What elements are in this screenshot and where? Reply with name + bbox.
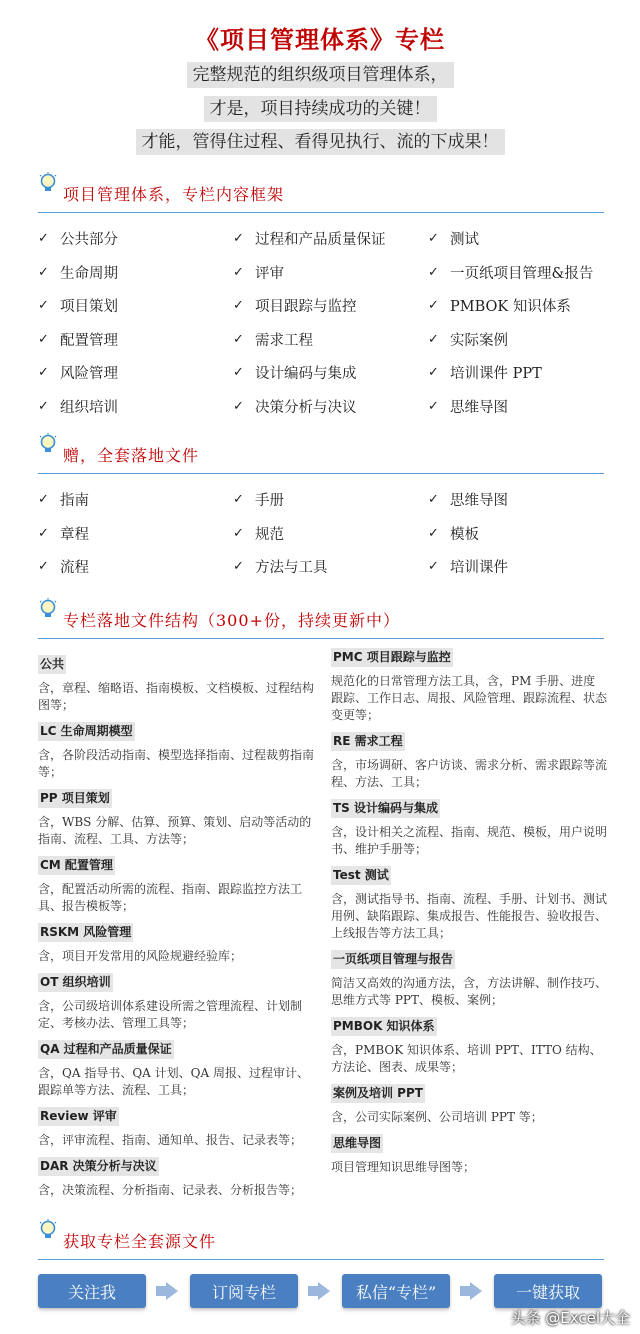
framework-item-label: 过程和产品质量保证 bbox=[255, 232, 386, 249]
check-icon: ✓ bbox=[38, 398, 49, 414]
structure-block-title: PMC 项目跟踪与监控 bbox=[331, 648, 453, 667]
structure-block-text: 规范化的日常管理方法工具，含，PM 手册、进度跟踪、工作日志、周报、风险管理、跟踪流程、状态变更等； bbox=[331, 674, 608, 722]
framework-item-label: 决策分析与决议 bbox=[255, 399, 357, 416]
check-icon: ✓ bbox=[38, 331, 49, 347]
gift-item bbox=[233, 517, 428, 551]
framework-item bbox=[428, 222, 618, 256]
check-icon: ✓ bbox=[38, 231, 49, 247]
check-icon: ✓ bbox=[233, 331, 244, 347]
framework-grid bbox=[38, 222, 618, 423]
framework-item bbox=[428, 289, 618, 323]
gift-item bbox=[233, 483, 428, 517]
framework-item bbox=[233, 323, 428, 357]
check-icon: ✓ bbox=[428, 492, 439, 508]
structure-block-title: QA 过程和产品质量保证 bbox=[38, 1040, 174, 1059]
gift-item-label: 模板 bbox=[450, 526, 479, 543]
gift-item bbox=[428, 517, 618, 551]
structure-block-title: Review 评审 bbox=[38, 1107, 119, 1126]
framework-item bbox=[38, 289, 233, 323]
framework-item-label: 培训课件 PPT bbox=[450, 366, 542, 383]
framework-item-label: 评审 bbox=[255, 265, 284, 282]
gift-item bbox=[38, 483, 233, 517]
private-message-button[interactable]: 私信“专栏” bbox=[342, 1274, 450, 1308]
structure-block-title: DAR 决策分析与决议 bbox=[38, 1157, 159, 1176]
check-icon: ✓ bbox=[233, 231, 244, 247]
obtain-flow bbox=[38, 1274, 608, 1310]
structure-block bbox=[38, 1107, 314, 1149]
framework-item bbox=[233, 256, 428, 290]
watermark: 头条 @Excel大全 bbox=[510, 1309, 630, 1327]
check-icon: ✓ bbox=[428, 331, 439, 347]
check-icon: ✓ bbox=[38, 525, 49, 541]
check-icon: ✓ bbox=[38, 264, 49, 280]
structure-block bbox=[38, 923, 314, 965]
lightbulb-icon bbox=[38, 172, 58, 196]
arrow-right-icon bbox=[308, 1286, 318, 1296]
framework-item bbox=[428, 356, 618, 390]
structure-block-title: PP 项目策划 bbox=[38, 789, 112, 808]
framework-item-label: 组织培训 bbox=[60, 399, 118, 416]
check-icon: ✓ bbox=[233, 492, 244, 508]
lightbulb-icon bbox=[38, 1219, 58, 1243]
structure-block-text: 含，各阶段活动指南、模型选择指南、过程裁剪指南等； bbox=[38, 748, 315, 779]
structure-block bbox=[331, 1134, 607, 1176]
structure-block bbox=[38, 973, 314, 1032]
lightbulb-icon bbox=[38, 433, 58, 457]
framework-item-label: 生命周期 bbox=[60, 265, 118, 282]
structure-block bbox=[38, 722, 314, 781]
page-title: 《项目管理体系》专栏 bbox=[195, 25, 445, 54]
section-obtain-heading: 获取专栏全套源文件 bbox=[38, 1219, 604, 1260]
framework-item bbox=[38, 323, 233, 357]
framework-item-label: PMBOK 知识体系 bbox=[450, 299, 571, 316]
arrow-right-icon bbox=[166, 1282, 178, 1300]
structure-block bbox=[38, 1040, 314, 1099]
structure-block-text: 含，QA 指导书、QA 计划、QA 周报、过程审计、跟踪单等方法、流程、工具； bbox=[38, 1066, 309, 1097]
structure-block-text: 含，决策流程、分析指南、记录表、分析报告等； bbox=[38, 1183, 303, 1197]
structure-block-title: 思维导图 bbox=[331, 1134, 383, 1153]
section-framework-heading: 项目管理体系，专栏内容框架 bbox=[38, 172, 604, 213]
structure-block bbox=[38, 1157, 314, 1199]
framework-item-label: 风险管理 bbox=[60, 366, 118, 383]
framework-item-label: 思维导图 bbox=[450, 399, 508, 416]
check-icon: ✓ bbox=[233, 525, 244, 541]
check-icon: ✓ bbox=[233, 559, 244, 575]
slogan-3: 才能，管得住过程、看得见执行、流的下成果！ bbox=[0, 127, 640, 152]
section-structure-heading: 专栏落地文件结构（300+份，持续更新中） bbox=[38, 598, 604, 639]
structure-block bbox=[331, 866, 607, 942]
structure-block-title: LC 生命周期模型 bbox=[38, 722, 135, 741]
structure-block bbox=[331, 1017, 607, 1076]
gift-item-label: 规范 bbox=[255, 526, 284, 543]
slogan-2: 才是，项目持续成功的关键！ bbox=[0, 94, 640, 119]
framework-item-label: 需求工程 bbox=[255, 332, 313, 349]
structure-block-title: 一页纸项目管理与报告 bbox=[331, 950, 455, 969]
structure-block-text: 含，公司实际案例、公司培训 PPT 等； bbox=[331, 1110, 543, 1124]
structure-block-text: 项目管理知识思维导图等； bbox=[331, 1160, 476, 1174]
arrow-right-icon bbox=[470, 1282, 482, 1300]
structure-block-title: 案例及培训 PPT bbox=[331, 1084, 425, 1103]
framework-item-label: 项目策划 bbox=[60, 299, 118, 316]
lightbulb-icon bbox=[38, 598, 58, 622]
structure-block bbox=[331, 799, 607, 858]
gift-item-label: 章程 bbox=[60, 526, 89, 543]
framework-item bbox=[38, 256, 233, 290]
framework-item-label: 配置管理 bbox=[60, 332, 118, 349]
check-icon: ✓ bbox=[38, 298, 49, 314]
gift-item bbox=[38, 550, 233, 584]
check-icon: ✓ bbox=[38, 559, 49, 575]
check-icon: ✓ bbox=[428, 398, 439, 414]
structure-block bbox=[38, 789, 314, 848]
subscribe-column-button[interactable]: 订阅专栏 bbox=[190, 1274, 298, 1308]
framework-item-label: 一页纸项目管理&报告 bbox=[450, 265, 594, 282]
structure-block bbox=[331, 648, 607, 724]
structure-block-title: Test 测试 bbox=[331, 866, 391, 885]
framework-item-label: 设计编码与集成 bbox=[255, 366, 357, 383]
check-icon: ✓ bbox=[38, 492, 49, 508]
structure-block-text: 简洁又高效的沟通方法，含，方法讲解、制作技巧、思维方式等 PPT、模板、案例； bbox=[331, 976, 608, 1007]
gift-item-label: 方法与工具 bbox=[255, 560, 328, 577]
gift-item bbox=[38, 517, 233, 551]
framework-item bbox=[38, 222, 233, 256]
arrow-right-icon bbox=[460, 1286, 470, 1296]
framework-item bbox=[233, 356, 428, 390]
structure-block-text: 含，评审流程、指南、通知单、报告、记录表等； bbox=[38, 1133, 303, 1147]
framework-item bbox=[38, 356, 233, 390]
structure-block-text: 含，公司级培训体系建设所需之管理流程、计划制定、考核办法、管理工具等； bbox=[38, 999, 303, 1030]
follow-me-button[interactable]: 关注我 bbox=[38, 1274, 146, 1308]
gift-item-label: 指南 bbox=[60, 493, 89, 510]
check-icon: ✓ bbox=[428, 525, 439, 541]
structure-block-text: 含，PMBOK 知识体系、培训 PPT、ITTO 结构、方法论、图表、成果等； bbox=[331, 1043, 602, 1074]
structure-block-title: RE 需求工程 bbox=[331, 732, 405, 751]
framework-item-label: 测试 bbox=[450, 232, 479, 249]
structure-block bbox=[331, 732, 607, 791]
structure-block-text: 含，测试指导书、指南、流程、手册、计划书、测试用例、缺陷跟踪、集成报告、性能报告、验收报告、上线报告等方法工具； bbox=[331, 892, 608, 940]
structure-block-title: RSKM 风险管理 bbox=[38, 923, 133, 942]
gift-item-label: 培训课件 bbox=[450, 560, 508, 577]
framework-item bbox=[233, 289, 428, 323]
gift-item-label: 流程 bbox=[60, 560, 89, 577]
structure-block-title: PMBOK 知识体系 bbox=[331, 1017, 437, 1036]
framework-item bbox=[38, 390, 233, 424]
framework-item-label: 实际案例 bbox=[450, 332, 508, 349]
check-icon: ✓ bbox=[233, 398, 244, 414]
structure-block bbox=[331, 1084, 607, 1126]
structure-block-title: 公共 bbox=[38, 655, 66, 674]
check-icon: ✓ bbox=[428, 264, 439, 280]
check-icon: ✓ bbox=[428, 559, 439, 575]
check-icon: ✓ bbox=[428, 298, 439, 314]
check-icon: ✓ bbox=[428, 231, 439, 247]
structure-block-title: OT 组织培训 bbox=[38, 973, 113, 992]
check-icon: ✓ bbox=[428, 365, 439, 381]
structure-block bbox=[38, 655, 314, 714]
structure-block bbox=[38, 856, 314, 915]
framework-item-label: 项目跟踪与监控 bbox=[255, 299, 357, 316]
check-icon: ✓ bbox=[233, 365, 244, 381]
structure-block-text: 含，WBS 分解、估算、预算、策划、启动等活动的指南、流程、工具、方法等； bbox=[38, 815, 312, 846]
structure-block-text: 含，配置活动所需的流程、指南、跟踪监控方法工具、报告模板等； bbox=[38, 882, 303, 913]
gift-item-label: 手册 bbox=[255, 493, 284, 510]
framework-item bbox=[428, 256, 618, 290]
section-gift-heading: 赠，全套落地文件 bbox=[38, 433, 604, 474]
gift-item bbox=[428, 550, 618, 584]
framework-item bbox=[428, 323, 618, 357]
arrow-right-icon bbox=[156, 1286, 166, 1296]
framework-item-label: 公共部分 bbox=[60, 232, 118, 249]
structure-block-title: CM 配置管理 bbox=[38, 856, 115, 875]
gift-grid bbox=[38, 483, 618, 584]
structure-block-title: TS 设计编码与集成 bbox=[331, 799, 440, 818]
check-icon: ✓ bbox=[38, 365, 49, 381]
gift-item bbox=[428, 483, 618, 517]
gift-item-label: 思维导图 bbox=[450, 493, 508, 510]
framework-item bbox=[233, 222, 428, 256]
structure-block bbox=[331, 950, 607, 1009]
arrow-right-icon bbox=[318, 1282, 330, 1300]
structure-block-text: 含，项目开发常用的风险规避经验库； bbox=[38, 949, 243, 963]
structure-block-text: 含，市场调研、客户访谈、需求分析、需求跟踪等流程、方法、工具； bbox=[331, 758, 608, 789]
structure-block-text: 含，设计相关之流程、指南、规范、模板，用户说明书、维护手册等； bbox=[331, 825, 608, 856]
framework-item bbox=[233, 390, 428, 424]
one-click-get-button[interactable]: 一键获取 bbox=[494, 1274, 602, 1308]
framework-item bbox=[428, 390, 618, 424]
gift-item bbox=[233, 550, 428, 584]
check-icon: ✓ bbox=[233, 298, 244, 314]
structure-left-column bbox=[38, 655, 314, 1207]
check-icon: ✓ bbox=[233, 264, 244, 280]
structure-right-column bbox=[331, 648, 607, 1184]
slogan-1: 完整规范的组织级项目管理体系， bbox=[0, 60, 640, 85]
structure-block-text: 含，章程、缩略语、指南模板、文档模板、过程结构图等； bbox=[38, 681, 315, 712]
